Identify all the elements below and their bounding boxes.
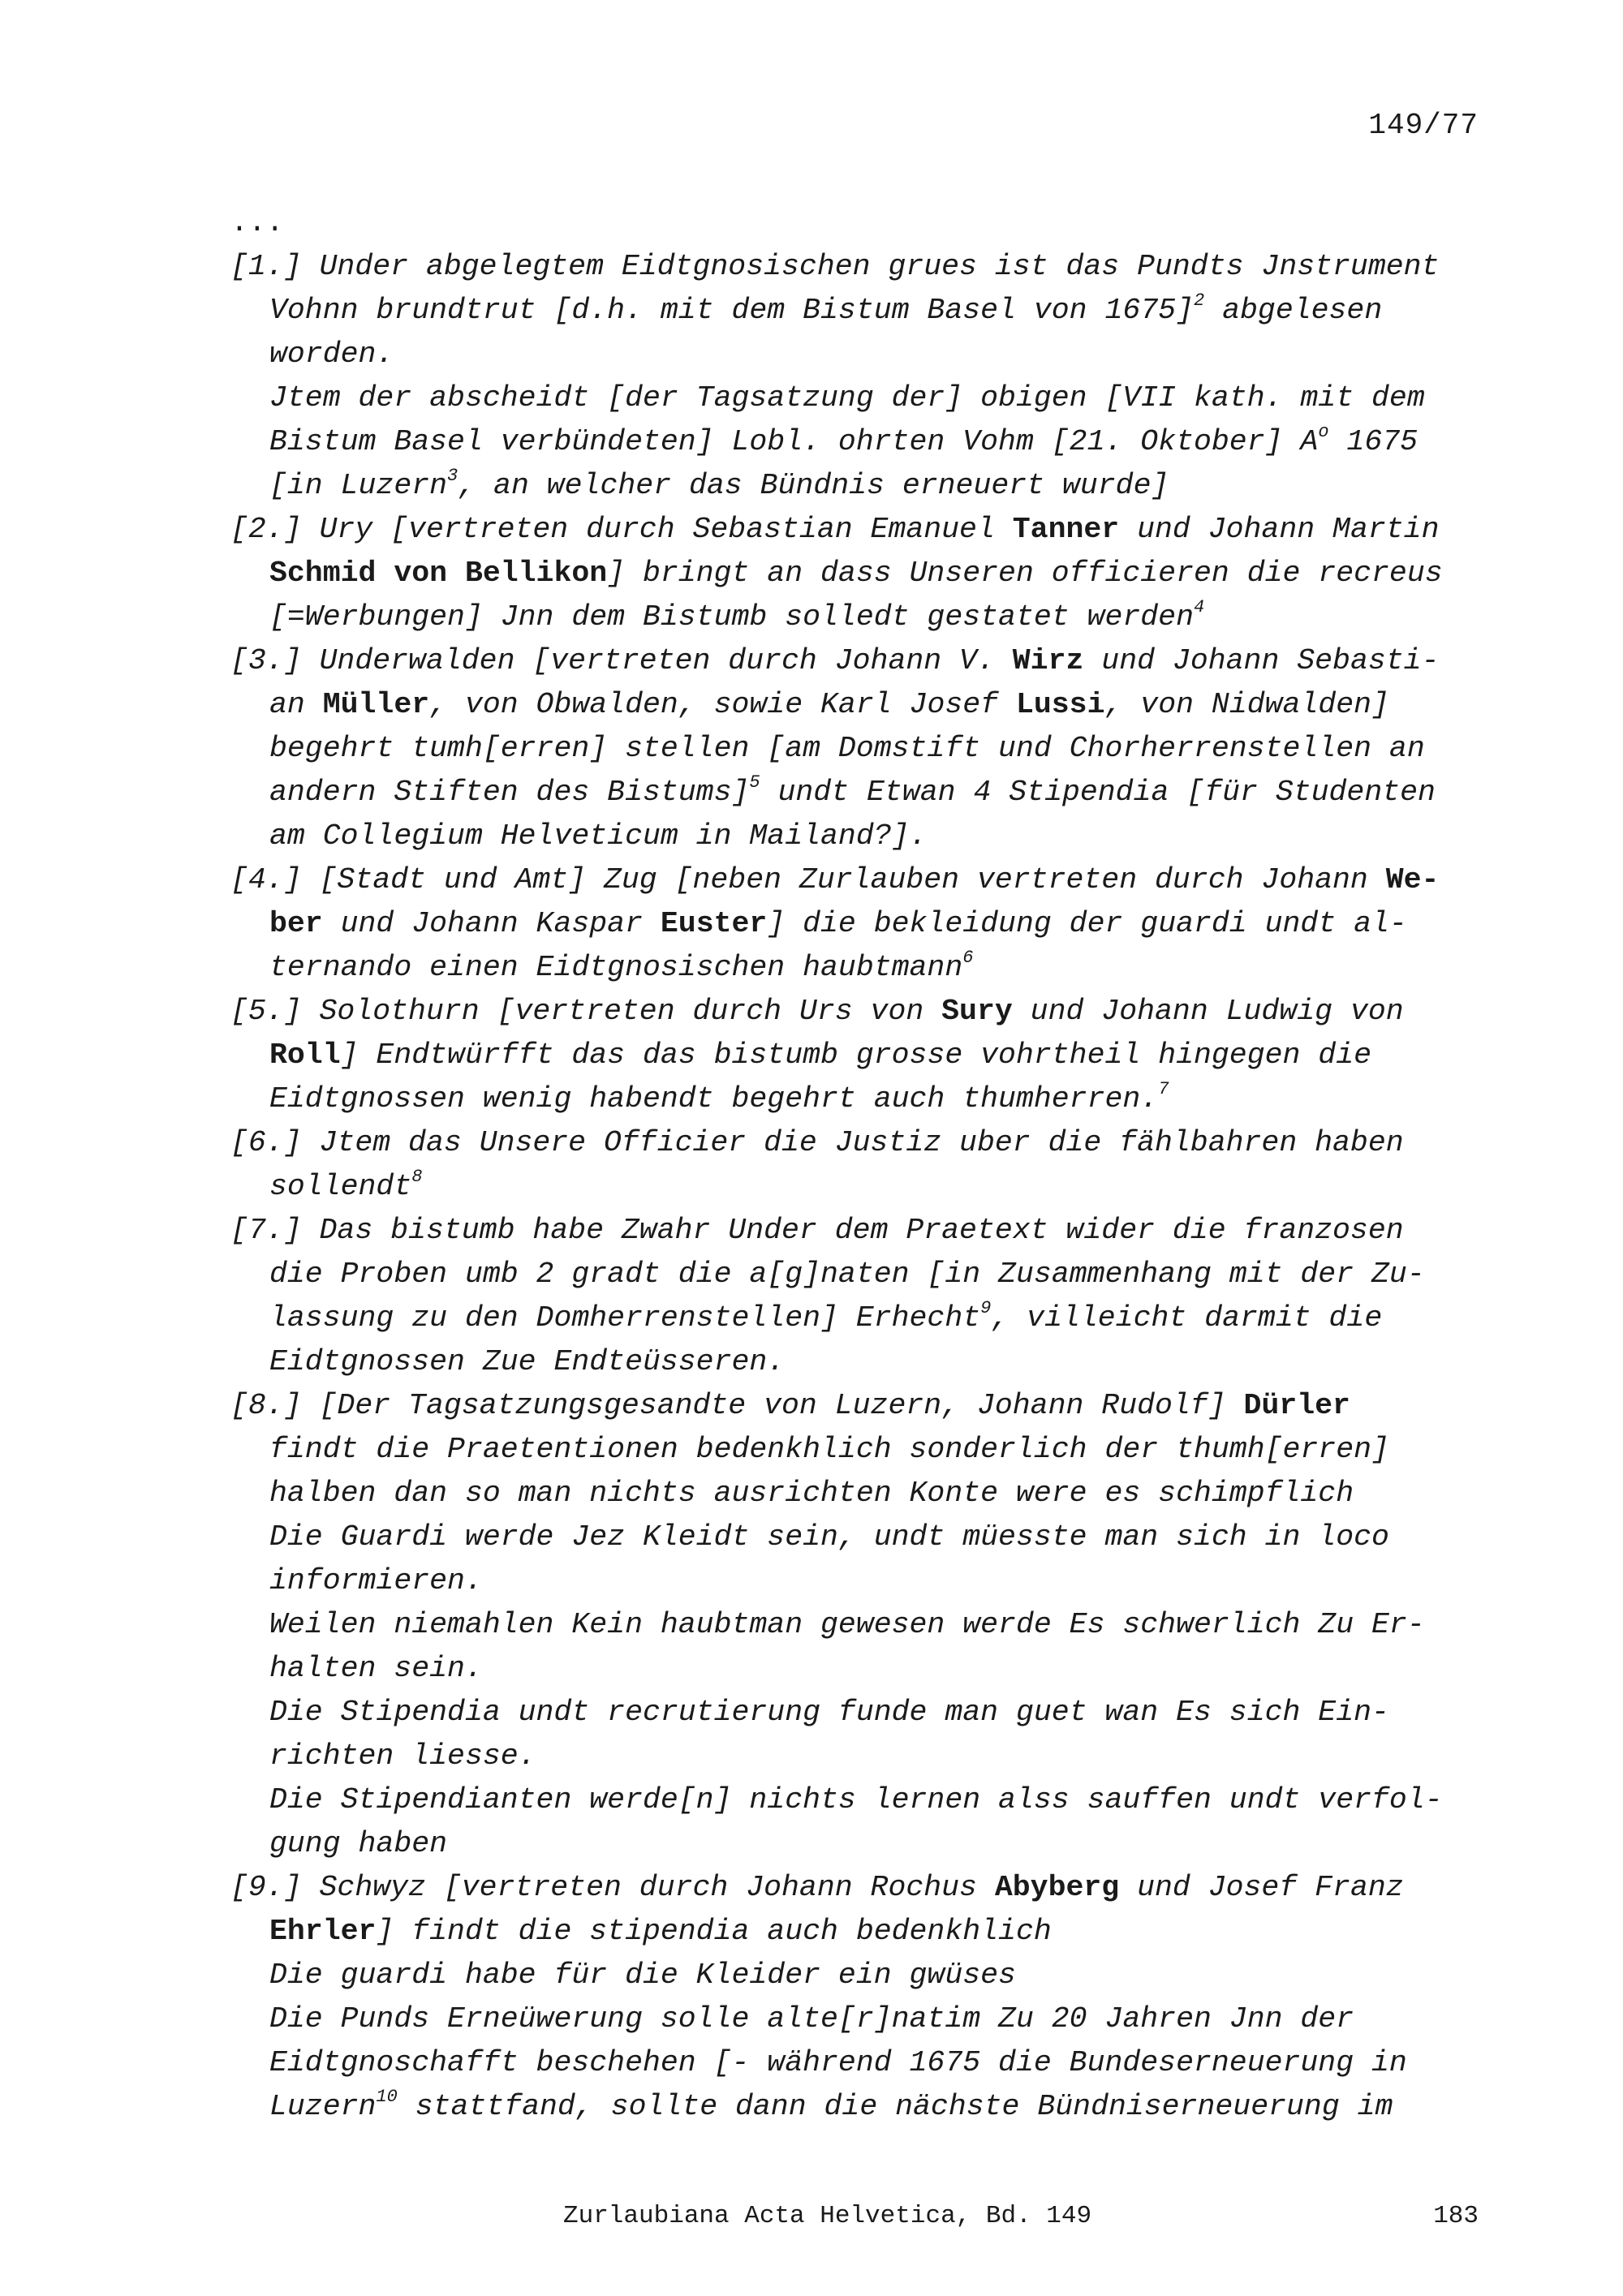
entry-text: [=Werbungen] Jnn dem Bistumb solledt gestatet werden xyxy=(269,600,1194,634)
entry-1-line xyxy=(230,464,1480,508)
entry-text: ] die bekleidung der guardi undt al- xyxy=(767,907,1407,940)
entry-text: [Stadt und Amt] Zug [neben Zurlauben vertreten durch Johann xyxy=(301,863,1386,896)
person-name: Tanner xyxy=(1012,513,1120,546)
entry-8-line xyxy=(230,1735,1480,1778)
entry-5-line xyxy=(230,1077,1480,1121)
entry-text: Eidtgnossen Zue Endteüsseren. xyxy=(269,1345,786,1378)
entry-text: ] findt die stipendia auch bedenkhlich xyxy=(376,1915,1052,1948)
entry-3-line xyxy=(230,727,1480,771)
entry-text: undt Etwan 4 Stipendia [für Studenten xyxy=(760,776,1436,809)
entry-number: [9.] xyxy=(230,1871,302,1904)
entry-4-line xyxy=(230,858,1480,902)
footnote-ref: 9 xyxy=(980,1298,992,1318)
footnote-ref: 8 xyxy=(411,1167,423,1187)
entry-9-line xyxy=(230,1910,1480,1954)
person-name: Dürler xyxy=(1243,1389,1350,1422)
entry-number: [4.] xyxy=(230,863,302,896)
entry-3-line xyxy=(230,771,1480,815)
person-name: Abyberg xyxy=(994,1871,1120,1904)
text-line xyxy=(230,201,1480,245)
entry-3-line xyxy=(230,683,1480,727)
entry-text: Solothurn [vertreten durch Urs von xyxy=(301,995,942,1028)
entry-text: abgelesen xyxy=(1204,294,1383,327)
superscript: o xyxy=(1318,422,1329,442)
entry-text: ] Endtwürfft das das bistumb grosse vohrtheil hingegen die xyxy=(340,1038,1372,1072)
entry-8-line xyxy=(230,1603,1480,1647)
person-name: Euster xyxy=(660,907,768,940)
entry-2-line xyxy=(230,595,1480,639)
entry-text: lassung zu den Domherrenstellen] Erhecht xyxy=(269,1301,981,1335)
entry-text: findt die Praetentionen bedenkhlich sonderlich der thumh[erren] xyxy=(269,1433,1389,1466)
entry-5-line xyxy=(230,990,1480,1034)
footnote-ref: 4 xyxy=(1194,597,1205,617)
person-name: Müller xyxy=(322,688,430,721)
entry-text: sollendt xyxy=(269,1170,412,1203)
entry-text: halten sein. xyxy=(269,1652,483,1685)
person-name: Ehrler xyxy=(269,1915,377,1948)
footnote-ref: 2 xyxy=(1194,290,1205,311)
entry-number: [7.] xyxy=(230,1214,302,1247)
entry-text: und Johann Ludwig von xyxy=(1012,995,1404,1028)
entry-2-line xyxy=(230,508,1480,552)
entry-text: Weilen niemahlen Kein haubtman gewesen werde Es schwerlich Zu Er- xyxy=(269,1608,1425,1641)
entry-9-line xyxy=(230,1997,1480,2041)
person-name: Schmid von Bellikon xyxy=(269,557,608,590)
entry-8-line xyxy=(230,1472,1480,1516)
entry-8-line xyxy=(230,1691,1480,1735)
footnote-ref: 5 xyxy=(749,772,760,793)
entry-text: die Proben umb 2 gradt die a[g]naten [in Zusammenhang mit der Zu- xyxy=(269,1258,1425,1291)
entry-text: gung haben xyxy=(269,1827,448,1860)
entry-3-line xyxy=(230,815,1480,858)
entry-text: Die Stipendianten werde[n] nichts lernen alss sauffen undt verfol- xyxy=(269,1783,1443,1817)
entry-text: Underwalden [vertreten durch Johann V. xyxy=(301,644,1013,677)
entry-7-line xyxy=(230,1296,1480,1340)
entry-1-line xyxy=(230,245,1480,289)
person-name: ber xyxy=(269,907,323,940)
entry-6-line xyxy=(230,1165,1480,1209)
entry-8-line xyxy=(230,1822,1480,1866)
footer-title: Zurlaubiana Acta Helvetica, Bd. 149 xyxy=(563,2202,1092,2230)
person-name: Roll xyxy=(269,1038,341,1072)
footnote-ref: 7 xyxy=(1158,1079,1169,1099)
entry-text: an xyxy=(269,688,323,721)
person-name: Wirz xyxy=(1012,644,1084,677)
entry-text: und Johann Kaspar xyxy=(322,907,661,940)
document-body xyxy=(230,201,1480,2129)
entry-text: Ury [vertreten durch Sebastian Emanuel xyxy=(301,513,1013,546)
entry-text: Die Punds Erneüwerung solle alte[r]natim Zu 20 Jahren Jnn der xyxy=(269,2002,1354,2036)
person-name: Sury xyxy=(941,995,1013,1028)
entry-text: , villeicht darmit die xyxy=(991,1301,1383,1335)
entry-4-line xyxy=(230,902,1480,946)
entry-number: [5.] xyxy=(230,995,302,1028)
entry-text: und Johann Martin xyxy=(1119,513,1440,546)
entry-1-line xyxy=(230,376,1480,420)
footnote-ref: 10 xyxy=(376,2087,398,2107)
footnote-ref: 3 xyxy=(447,466,458,486)
entry-number: [1.] xyxy=(230,250,302,283)
entry-number: [8.] xyxy=(230,1389,302,1422)
entry-text: Under abgelegtem Eidtgnosischen grues ist das Pundts Jnstrument xyxy=(301,250,1440,283)
ellipsis: ... xyxy=(230,206,284,239)
entry-number: [2.] xyxy=(230,513,302,546)
entry-text: Vohnn brundtrut [d.h. mit dem Bistum Basel von 1675] xyxy=(269,294,1194,327)
entry-9-line xyxy=(230,2041,1480,2085)
entry-text: Die Stipendia undt recrutierung funde man guet wan Es sich Ein- xyxy=(269,1696,1389,1729)
entry-text: Das bistumb habe Zwahr Under dem Praetext wider die franzosen xyxy=(301,1214,1404,1247)
entry-text: Eidtgnossen wenig habendt begehrt auch thumherren. xyxy=(269,1082,1159,1116)
entry-text: Jtem der abscheidt [der Tagsatzung der] obigen [VII kath. mit dem xyxy=(269,381,1425,415)
entry-text: halben dan so man nichts ausrichten Konte were es schimpflich xyxy=(269,1477,1354,1510)
entry-text: richten liesse. xyxy=(269,1739,536,1773)
entry-9-line xyxy=(230,2085,1480,2129)
entry-text: [in Luzern xyxy=(269,469,448,502)
entry-1-line xyxy=(230,333,1480,376)
entry-text: Die guardi habe für die Kleider ein gwüses xyxy=(269,1958,1016,1992)
entry-text: , an welcher das Bündnis erneuert wurde] xyxy=(458,469,1169,502)
entry-text: 1675 xyxy=(1328,425,1419,458)
entry-text: Eidtgnoschafft beschehen [- während 1675 die Bundeserneuerung in xyxy=(269,2046,1407,2079)
entry-text: [Der Tagsatzungsgesandte von Luzern, Johann Rudolf] xyxy=(301,1389,1244,1422)
entry-text: ternando einen Eidtgnosischen haubtmann xyxy=(269,951,963,984)
entry-9-line xyxy=(230,1866,1480,1910)
entry-text: informieren. xyxy=(269,1564,483,1597)
entry-text: und Johann Sebasti- xyxy=(1083,644,1440,677)
entry-text: stattfand, sollte dann die nächste Bündniserneuerung im xyxy=(397,2090,1393,2123)
footer-page-number: 183 xyxy=(1433,2202,1479,2230)
entry-number: [3.] xyxy=(230,644,302,677)
entry-2-line xyxy=(230,552,1480,595)
entry-6-line xyxy=(230,1121,1480,1165)
entry-text: Luzern xyxy=(269,2090,377,2123)
entry-8-line xyxy=(230,1516,1480,1559)
entry-text: Die Guardi werde Jez Kleidt sein, undt müesste man sich in loco xyxy=(269,1520,1389,1554)
entry-text: , von Nidwalden] xyxy=(1104,688,1389,721)
footnote-ref: 6 xyxy=(962,948,974,968)
entry-text: am Collegium Helveticum in Mailand?]. xyxy=(269,819,928,853)
entry-text: ] bringt an dass Unseren officieren die recreus xyxy=(607,557,1443,590)
entry-7-line xyxy=(230,1340,1480,1384)
entry-text: Jtem das Unsere Officier die Justiz uber die fählbahren haben xyxy=(301,1126,1404,1159)
page-number: 149/77 xyxy=(1368,109,1479,142)
entry-text: Schwyz [vertreten durch Johann Rochus xyxy=(301,1871,995,1904)
entry-3-line xyxy=(230,639,1480,683)
entry-8-line xyxy=(230,1384,1480,1428)
entry-8-line xyxy=(230,1778,1480,1822)
entry-text: andern Stiften des Bistums] xyxy=(269,776,750,809)
person-name: Lussi xyxy=(1015,688,1105,721)
entry-7-line xyxy=(230,1209,1480,1253)
entry-5-line xyxy=(230,1034,1480,1077)
entry-text: worden. xyxy=(269,338,394,371)
entry-7-line xyxy=(230,1253,1480,1296)
entry-text: Bistum Basel verbündeten] Lobl. ohrten Vohm [21. Oktober] A xyxy=(269,425,1319,458)
entry-text: begehrt tumh[erren] stellen [am Domstift und Chorherrenstellen an xyxy=(269,732,1425,765)
entry-1-line xyxy=(230,289,1480,333)
entry-8-line xyxy=(230,1647,1480,1691)
entry-number: [6.] xyxy=(230,1126,302,1159)
entry-text: , von Obwalden, sowie Karl Josef xyxy=(429,688,1016,721)
entry-1-line xyxy=(230,420,1480,464)
entry-text: und Josef Franz xyxy=(1119,1871,1404,1904)
entry-4-line xyxy=(230,946,1480,990)
entry-8-line xyxy=(230,1428,1480,1472)
entry-8-line xyxy=(230,1559,1480,1603)
person-name: We- xyxy=(1385,863,1440,896)
entry-9-line xyxy=(230,1954,1480,1997)
